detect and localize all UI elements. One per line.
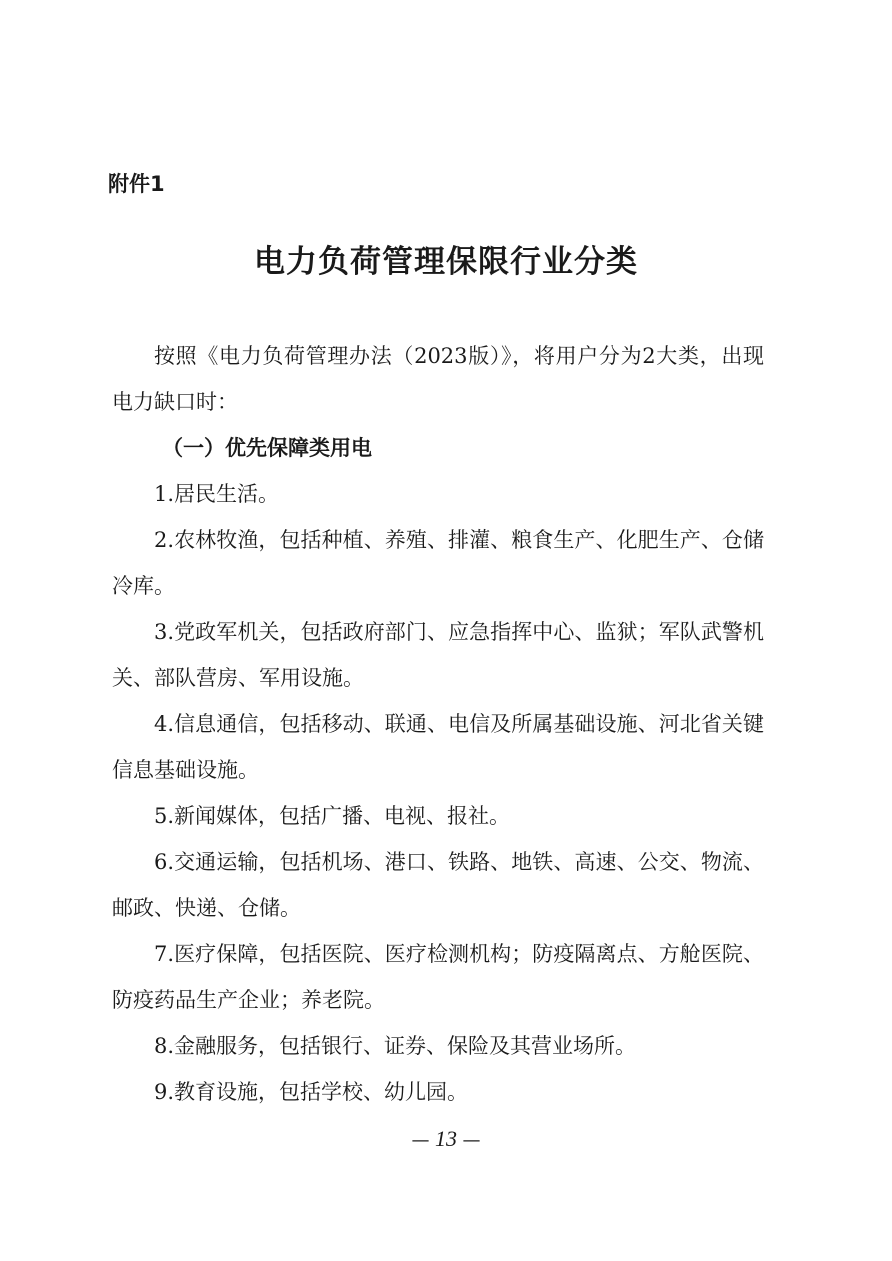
list-item: 3.党政军机关，包括政府部门、应急指挥中心、监狱；军队武警机关、部队营房、军用设施。 (112, 620, 764, 690)
list-item: 5.新闻媒体，包括广播、电视、报社。 (154, 804, 511, 828)
list-item: 6.交通运输，包括机场、港口、铁路、地铁、高速、公交、物流、邮政、快递、仓储。 (112, 850, 764, 920)
list-item: 9.教育设施，包括学校、幼儿园。 (154, 1080, 469, 1104)
attachment-label: 附件1 (108, 172, 165, 196)
page-number-dash-right: — (462, 1130, 481, 1151)
list-item: 2.农林牧渔，包括种植、养殖、排灌、粮食生产、化肥生产、仓储冷库。 (112, 528, 764, 598)
section-heading: （一）优先保障类用电 (162, 436, 372, 460)
page-number (0, 1124, 892, 1156)
list-item: 1.居民生活。 (154, 482, 280, 506)
intro-paragraph: 按照《电力负荷管理办法（2023版）》，将用户分为2大类，出现电力缺口时： (112, 344, 764, 414)
page-number-value: 13 (435, 1126, 457, 1151)
page-number-dash-left: — (411, 1130, 430, 1151)
page-title: 电力负荷管理保限行业分类 (254, 244, 638, 280)
document-body (112, 333, 764, 1115)
list-item: 4.信息通信，包括移动、联通、电信及所属基础设施、河北省关键信息基础设施。 (112, 712, 764, 782)
list-item: 7.医疗保障，包括医院、医疗检测机构；防疫隔离点、方舱医院、防疫药品生产企业；养老院。 (112, 942, 764, 1012)
list-item: 8.金融服务，包括银行、证券、保险及其营业场所。 (154, 1034, 637, 1058)
